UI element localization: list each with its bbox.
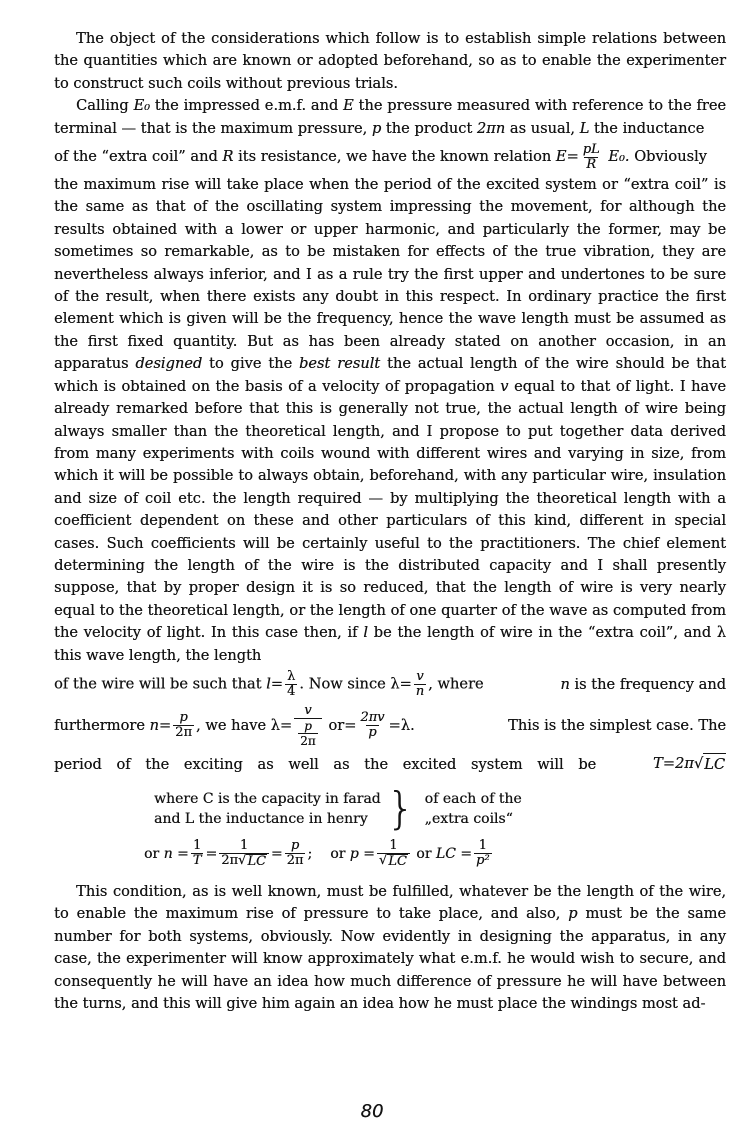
p-over-2pi-b: $\frac{p}{2\pi}$ <box>286 838 304 869</box>
one-over-2pi-sqrt-lc: 1 2π√ LC <box>219 839 269 869</box>
relation-fraction: $\frac{pL}{R}$ <box>582 141 600 172</box>
sqrt-lc: √ LC <box>694 753 726 776</box>
one-over-p-squared: $\frac{1}{\text{p²}}$ <box>476 838 490 869</box>
equation-line-3: period of the exciting as well as the excited system will be T=2π√ LC <box>54 749 726 781</box>
v-over-p-over-2pi: $\frac{v}{\frac{p}{2\pi}}$ <box>294 704 322 748</box>
p-over-2pi: $\frac{p}{2\pi}$ <box>175 710 192 741</box>
paragraph-2-line-1: Calling E₀ the impressed e.m.f. and E the pressure measured with reference to the free terminal — that is the maximum pressure, p the product 2πn as usual, L the inductance <box>54 97 727 137</box>
one-over-sqrt-lc: 1 √ LC <box>377 839 410 869</box>
right-brace-icon: } <box>386 782 415 834</box>
paragraph-3: This condition, as is well known, must be fulfilled, whatever be the length of the wire, to enable the maximum rise of pressure to take place, and also, p must be the same number for both systems, obviously. Now evidently in designing the apparatus, in any case, the experimenter will know approximately what e.m.f. he would wish to secure, and consequently he will have an idea how much difference of pressure he will have between the turns, and this will give him again an idea how he must place the windings most ad- <box>54 882 727 1012</box>
one-over-T: $\frac{1}{T}$ <box>192 838 202 869</box>
2piv-over-p: $\frac{2\pi v}{p}$ <box>360 710 385 741</box>
inner-p-over-2pi: $\frac{p}{2\pi}$ <box>300 718 316 748</box>
equation-line-4: or n = $\frac{1}{T}$ = 1 2π√ LC = $\frac{p}{2\pi}$ ; or p = 1 √ LC or LC = $\frac{1}{\text{p²}}$ <box>144 837 490 869</box>
paragraph-1: The object of the considerations which follow is to establish simple relations between the quantities which are known or adopted beforehand, so as to enable the experimenter to construct such coils without previous trials. <box>54 30 726 92</box>
v-over-n: $\frac{v}{n}$ <box>415 669 425 700</box>
definition-brace-block: where C is the capacity in farad and L the inductance in henry } of each of the „extra coils“ <box>154 782 522 834</box>
relation-line: of the “extra coil” and R its resistance, we have the known relation E= $\frac{pL}{R}$ E₀. Obviously <box>54 141 707 172</box>
page-number: 80 <box>360 1101 384 1122</box>
equation-line-2: furthermore n= $\frac{p}{2\pi}$ , we have λ= $\frac{v}{\frac{p}{2\pi}}$ or= $\frac{2\pi v}{p}$ =λ. This is the simplest case. The <box>54 702 726 748</box>
lambda-over-four: $\frac{\lambda}{4}$ <box>287 669 296 700</box>
paragraph-2-body: the maximum rise will take place when the period of the excited system or “extra coil” is the same as that of the oscillating system impressing the movement, for although the results obtained with a lower or upper harmonic, and particularly the former, may be sometimes so remarkable, as to be mistaken for effects of the true vibration, they are nevertheless always inferior, and I as a rule try the first upper and undertones to be sure of the result, when there exists any doubt in this respect. In ordinary practice the first element which is given will be the frequency, hence the wave length must be assumed as the first fixed quantity. But as has been already stated on another occasion, in an apparatus designed to give the best result the actual length of the wire should be that which is obtained on the basis of a velocity of propagation v equal to that of light. I have already remarked before that this is generally not true, the actual length of wire being always smaller than the theoretical length, and I propose to put together data derived from many experiments with coils wound with different wires and varying in size, from which it will be possible to always obtain, beforehand, with any particular wire, insulation and size of coil etc. the length required — by multiplying the theoretical length with a coefficient dependent on these and other particulars of this kind, different in special cases. Such coefficients will be certainly useful to the practitioners. The chief element determining the length of the wire is the distributed capacity and I shall presently suppose, that by proper design it is so reduced, that the length of wire is very nearly equal to the theoretical length, or the length of one quarter of the wave as computed from the velocity of light. In this case then, if l be the length of wire in the “extra coil”, and λ this wave length, the length <box>54 176 727 664</box>
equation-line-1: of the wire will be such that l= $\frac{\lambda}{4}$ . Now since λ= $\frac{v}{n}$ , where n is the frequency and <box>54 669 726 700</box>
